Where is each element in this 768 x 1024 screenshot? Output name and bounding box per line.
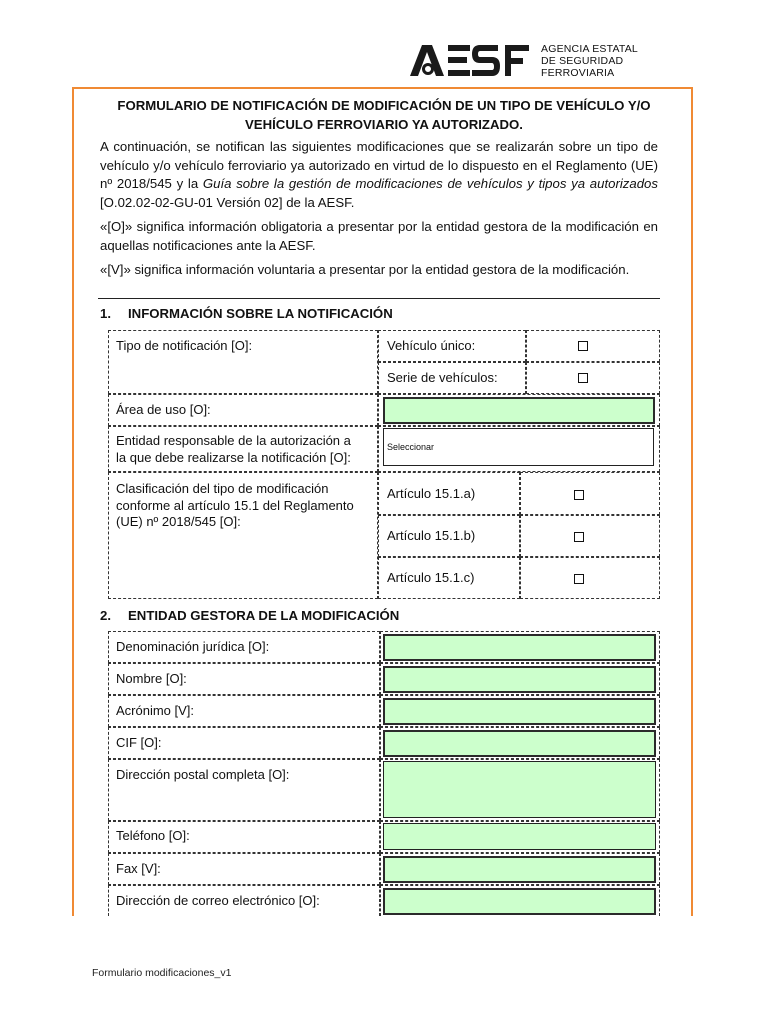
entidad-responsable-line-2: la que debe realizarse la notificación [O]: <box>116 449 351 465</box>
section-1-title: INFORMACIÓN SOBRE LA NOTIFICACIÓN <box>128 306 393 321</box>
intro-paragraph <box>100 138 658 212</box>
clasificacion-label <box>116 481 354 531</box>
intro-guide-title: Guía sobre la gestión de modificaciones de vehículos y tipos ya autorizados <box>202 176 658 191</box>
serie-vehiculos-label: Serie de vehículos: <box>387 370 498 385</box>
email-input[interactable] <box>383 888 656 915</box>
divider <box>98 298 660 299</box>
section-2-number: 2. <box>100 608 111 623</box>
section-2-heading <box>100 608 399 623</box>
vehiculo-unico-checkbox[interactable] <box>578 341 588 351</box>
form-title-line-2: VEHÍCULO FERROVIARIO YA AUTORIZADO. <box>245 117 523 132</box>
articulo-a-checkbox[interactable] <box>574 490 584 500</box>
acronimo-input[interactable] <box>383 698 656 725</box>
section-2-title: ENTIDAD GESTORA DE LA MODIFICACIÓN <box>128 608 400 623</box>
articulo-c-checkbox[interactable] <box>574 574 584 584</box>
articulo-b-check-cell <box>520 515 660 557</box>
clasificacion-line-3: (UE) nº 2018/545 [O]: <box>116 514 241 529</box>
email-label: Dirección de correo electrónico [O]: <box>116 893 320 908</box>
acronimo-label: Acrónimo [V]: <box>116 703 195 718</box>
note-obligatoria: «[O]» significa información obligatoria a presentar por la entidad gestora de la modificación en aquellas notificaciones ante la AESF. <box>100 219 658 253</box>
entidad-responsable-label <box>116 433 354 466</box>
intro-text-1: A continuación, se notifican las siguientes modificaciones que se realizarán sobre un tipo de vehículo y/o vehículo ferroviario ya autorizado en virtud de lo dispuesto en el Reglamento (UE) nº 2018/545 y la <box>100 139 658 191</box>
form-title-line-1: FORMULARIO DE NOTIFICACIÓN DE MODIFICACIÓN DE UN TIPO DE VEHÍCULO Y/O <box>117 98 651 113</box>
denominacion-label: Denominación jurídica [O]: <box>116 639 270 654</box>
nombre-input[interactable] <box>383 666 656 693</box>
articulo-c-check-cell <box>520 557 660 599</box>
aesf-logo <box>408 40 698 82</box>
intro-text-2: [O.02.02-02-GU-01 Versión 02] de la AESF. <box>100 194 355 210</box>
vehiculo-unico-check-cell <box>526 330 660 362</box>
direccion-postal-input[interactable] <box>383 761 656 818</box>
denominacion-input[interactable] <box>383 634 656 661</box>
agency-name <box>541 43 698 79</box>
aesf-logo-mark <box>408 40 533 80</box>
area-uso-input[interactable] <box>383 397 655 424</box>
section-1-number: 1. <box>100 306 111 321</box>
entidad-responsable-select[interactable]: Seleccionar <box>383 428 654 466</box>
serie-vehiculos-checkbox[interactable] <box>578 373 588 383</box>
articulo-a-label: Artículo 15.1.a) <box>387 486 476 501</box>
telefono-input[interactable] <box>383 823 656 850</box>
cif-input[interactable] <box>383 730 656 757</box>
articulo-b-checkbox[interactable] <box>574 532 584 542</box>
note-voluntaria: «[V]» significa información voluntaria a presentar por la entidad gestora de la modificación. <box>100 262 630 277</box>
vehiculo-unico-label: Vehículo único: <box>387 338 476 353</box>
agency-line-1: AGENCIA ESTATAL <box>541 43 638 55</box>
serie-vehiculos-check-cell <box>526 362 660 394</box>
articulo-c-label: Artículo 15.1.c) <box>387 570 475 585</box>
direccion-postal-label: Dirección postal completa [O]: <box>116 767 290 782</box>
telefono-label: Teléfono [O]: <box>116 828 190 843</box>
footer-text: Formulario modificaciones_v1 <box>92 967 232 979</box>
clasificacion-line-1: Clasificación del tipo de modificación <box>116 481 329 496</box>
agency-line-2: DE SEGURIDAD FERROVIARIA <box>541 55 624 79</box>
articulo-a-check-cell <box>520 472 660 515</box>
section-1-heading <box>100 306 393 321</box>
area-uso-label: Área de uso [O]: <box>116 402 211 417</box>
fax-input[interactable] <box>383 856 656 883</box>
nombre-label: Nombre [O]: <box>116 671 187 686</box>
articulo-b-label: Artículo 15.1.b) <box>387 528 476 543</box>
tipo-notificacion-label: Tipo de notificación [O]: <box>116 338 253 353</box>
clasificacion-line-2: conforme al artículo 15.1 del Reglamento <box>116 497 354 513</box>
form-title <box>98 96 670 134</box>
cif-label: CIF [O]: <box>116 735 162 750</box>
fax-label: Fax [V]: <box>116 861 161 876</box>
entidad-responsable-line-1: Entidad responsable de la autorización a <box>116 433 351 448</box>
